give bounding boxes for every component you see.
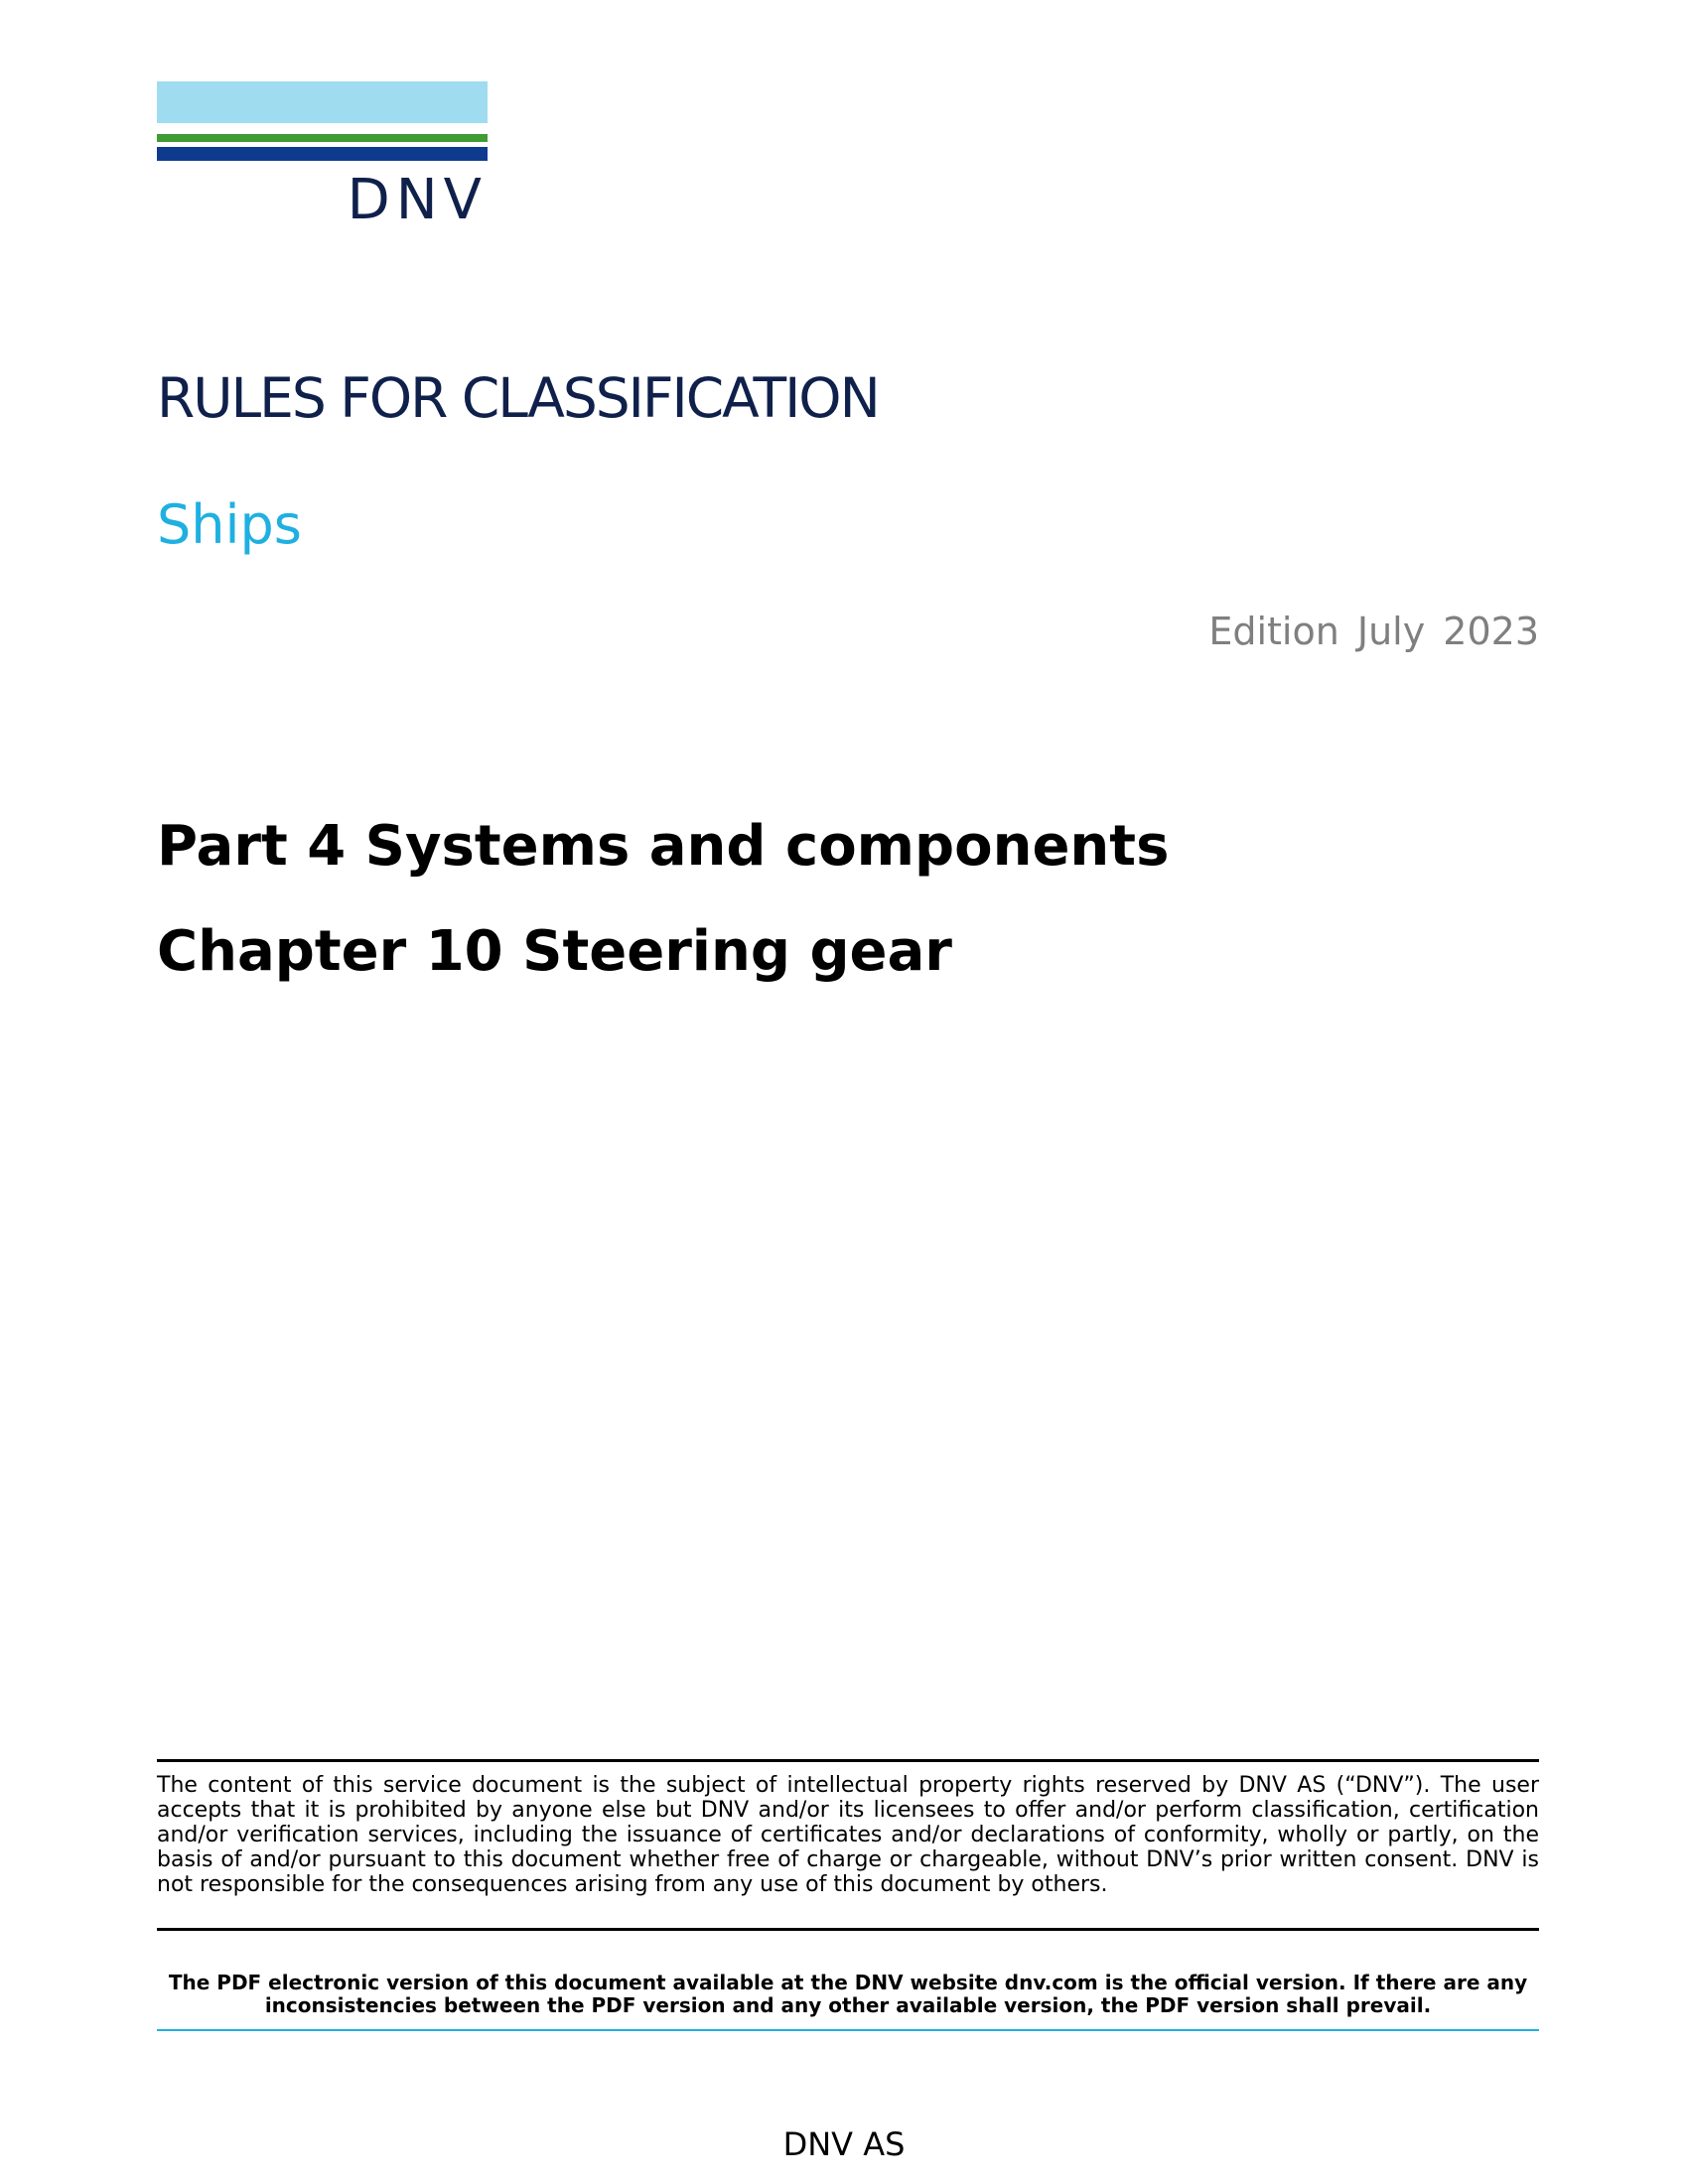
divider-top	[157, 1759, 1539, 1762]
chapter-title: Chapter 10 Steering gear	[157, 919, 952, 984]
ip-disclaimer: The content of this service document is the subject of intellectual property rights reserved by DNV AS (“DNV”). The user accepts that it is prohibited by anyone else but DNV and/or its licensees to offer and/or perform classification, certification and/or verification services, including the issuance of certificates and/or declarations of conformity, wholly or partly, on the basis of and/or pursuant to this document whether free of charge or chargeable, without DNV’s prior written consent. DNV is not responsible for the consequences arising from any use of this document by others.	[157, 1773, 1539, 1897]
dnv-logo	[157, 81, 488, 230]
document-type: RULES FOR CLASSIFICATION	[157, 366, 879, 430]
pdf-official-version-notice: The PDF electronic version of this document available at the DNV website dnv.com is the official version. If there are any inconsistencies between the PDF version and any other available version, the PDF version shall prevail.	[168, 1971, 1528, 2017]
document-category: Ships	[157, 493, 302, 556]
logo-light-blue-bar	[157, 81, 488, 123]
logo-navy-bar	[157, 147, 488, 161]
part-title: Part 4 Systems and components	[157, 814, 1170, 879]
divider-blue	[157, 2029, 1539, 2031]
divider-middle	[157, 1928, 1539, 1931]
logo-green-bar	[157, 134, 488, 142]
publisher-name: DNV AS	[782, 2125, 906, 2163]
logo-wordmark: DNV	[347, 168, 488, 232]
edition-label: Edition July 2023	[1208, 610, 1539, 653]
